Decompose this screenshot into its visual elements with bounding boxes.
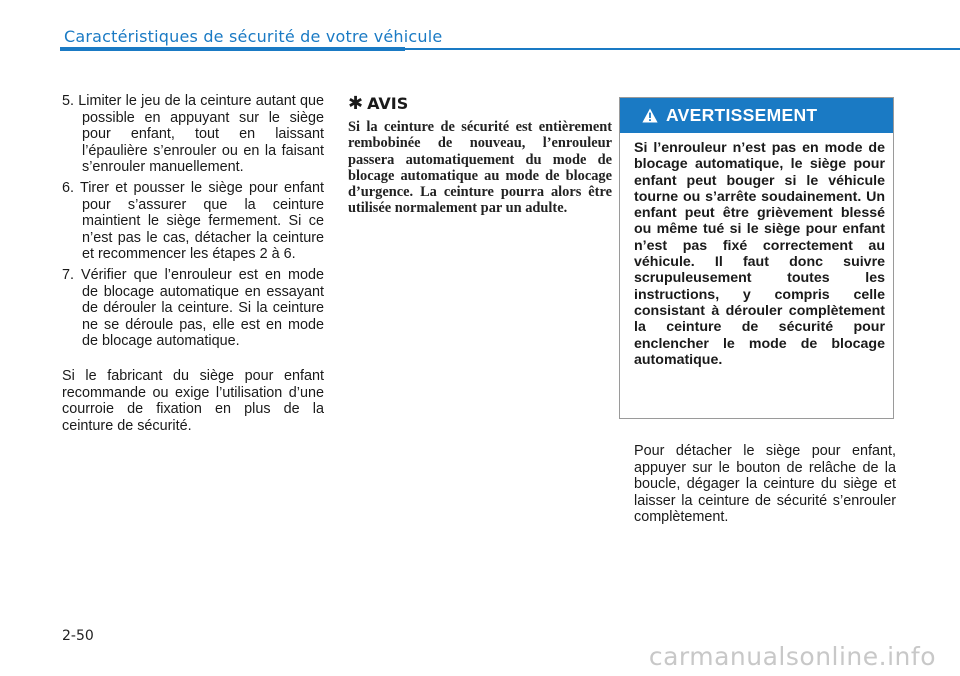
warning-box — [619, 97, 894, 419]
detach-paragraph: Pour détacher le siège pour enfant, appuyer sur le bouton de relâche de la boucle, dégager la ceinture du siège et laisser la ceinture de sécurité s’enrouler complètement. — [634, 443, 896, 526]
header-rule-thin — [405, 48, 960, 50]
notice-block — [348, 93, 612, 217]
warning-triangle-icon — [642, 108, 658, 123]
warning-title: AVERTISSEMENT — [666, 105, 818, 125]
warning-header — [620, 98, 893, 133]
notice-body: Si la ceinture de sécurité est entièrement rembobinée de nouveau, l’enrouleur passera automatiquement du mode de blocage automatique au mode de blocage d’urgence. La ceinture pourra alors être utilisée normalement par un adulte. — [348, 119, 612, 217]
notice-title: AVIS — [367, 94, 409, 113]
notice-heading — [348, 93, 612, 114]
step-item: 5. Limiter le jeu de la ceinture autant que possible en appuyant sur le siège pour enfant, tout en laissant l’épaulière s’enrouler ou en la faisant s’enrouler manuellement. — [62, 93, 324, 176]
warning-body: Si l’enrouleur n’est pas en mode de blocage automatique, le siège pour enfant peut bouger si le véhicule tourne ou s’arrête soudainement. Un enfant peut être grièvement blessé ou même tué si le siège pour enfant n’est pas fixé correctement au véhicule. Il faut donc suivre scrupuleusement toutes les instructions, y compris celle consistant à dérouler complètement la ceinture de sécurité pour enclencher le mode de blocage automatique. — [634, 140, 885, 368]
step-item: 7. Vérifier que l’enrouleur est en mode de blocage automatique en essayant de dérouler la ceinture. Si la ceinture ne se déroule pas, elle est en mode de blocage automatique. — [62, 266, 324, 350]
left-column — [62, 93, 324, 434]
page-number: 2-50 — [62, 628, 94, 644]
watermark: carmanualsonline.info — [648, 642, 936, 671]
tether-paragraph: Si le fabricant du siège pour enfant recommande ou exige l’utilisation d’une courroie de fixation en plus de la ceinture de sécurité. — [62, 367, 324, 434]
step-item: 6. Tirer et pousser le siège pour enfant pour s’assurer que la ceinture maintient le siège fermement. Si ce n’est pas le cas, détacher la ceinture et recommencer les étapes 2 à 6. — [62, 179, 324, 263]
star-icon: ✱ — [348, 93, 364, 114]
section-title: Caractéristiques de sécurité de votre véhicule — [64, 27, 443, 46]
steps-list — [62, 93, 324, 350]
header-rule-thick — [60, 47, 405, 51]
